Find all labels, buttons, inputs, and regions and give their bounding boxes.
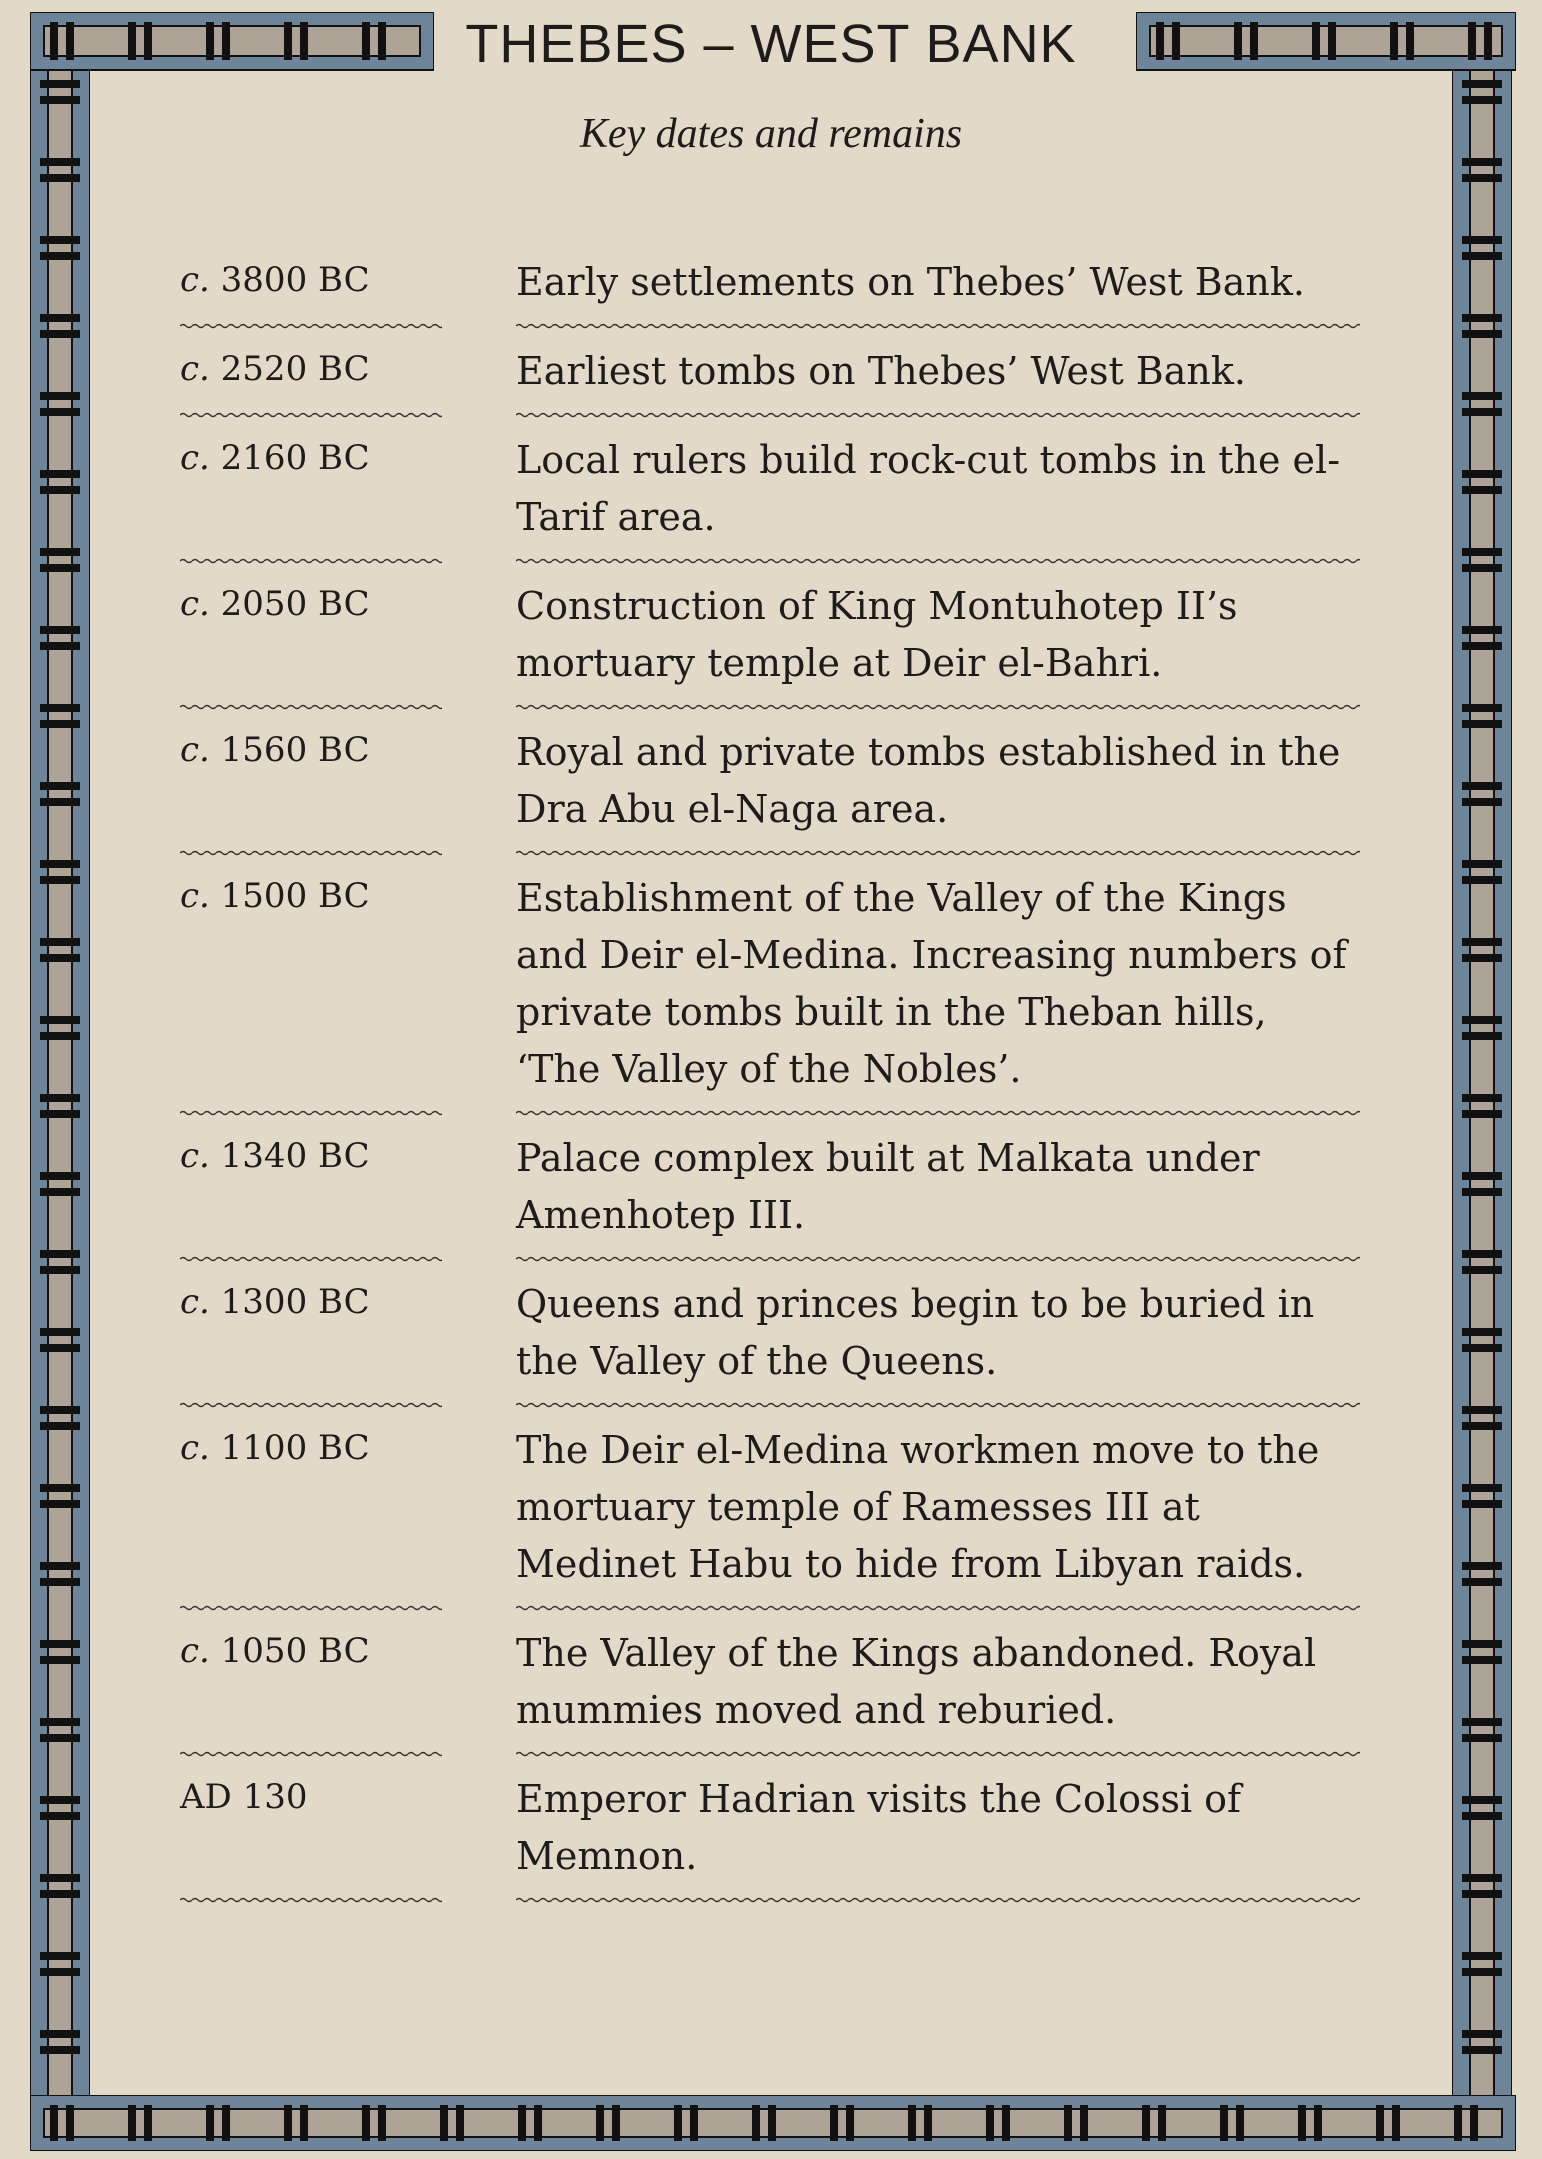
timeline-row — [180, 1611, 1360, 1757]
date-era: AD 130 — [180, 1777, 308, 1817]
border-right — [1452, 70, 1512, 2140]
timeline-event: Earliest tombs on Thebes’ West Bank. — [516, 329, 1360, 418]
timeline-event: Royal and private tombs established in the Dra Abu el-Naga area. — [516, 710, 1360, 856]
timeline-row — [180, 1116, 1360, 1262]
timeline-date — [180, 329, 442, 418]
timeline-date — [180, 1262, 442, 1408]
timeline-row — [180, 856, 1360, 1116]
date-era: BC — [318, 876, 370, 916]
border-top-left — [30, 12, 434, 82]
timeline-event: Early settlements on Thebes’ West Bank. — [516, 240, 1360, 329]
timeline-date — [180, 710, 442, 856]
timeline-row — [180, 1408, 1360, 1611]
timeline-row — [180, 564, 1360, 710]
date-era: BC — [318, 438, 370, 478]
timeline-date — [180, 856, 442, 1116]
date-era: BC — [318, 730, 370, 770]
timeline-row — [180, 1262, 1360, 1408]
date-circa: c. — [180, 1428, 210, 1468]
date-era: BC — [318, 349, 370, 389]
timeline-date — [180, 1408, 442, 1611]
timeline-row — [180, 240, 1360, 329]
timeline-row — [180, 418, 1360, 564]
date-circa: c. — [180, 260, 210, 300]
date-circa: c. — [180, 584, 210, 624]
page-title: THEBES – WEST BANK — [465, 14, 1077, 74]
date-year: 2050 — [209, 584, 319, 624]
timeline-table — [180, 240, 1360, 1903]
timeline-date — [180, 564, 442, 710]
date-year: 2520 — [209, 349, 319, 389]
date-circa: c. — [180, 876, 210, 916]
timeline-date — [180, 1116, 442, 1262]
date-year: 1500 — [209, 876, 319, 916]
timeline-row — [180, 710, 1360, 856]
timeline-event: The Deir el-Medina workmen move to the mortuary temple of Ramesses III at Medinet Habu to hide from Libyan raids. — [516, 1408, 1360, 1611]
date-circa: c. — [180, 349, 210, 389]
date-era: BC — [318, 1136, 370, 1176]
date-year: 2160 — [209, 438, 319, 478]
date-circa: c. — [180, 1282, 210, 1322]
date-year: 3800 — [209, 260, 319, 300]
timeline-event: Emperor Hadrian visits the Colossi of Memnon. — [516, 1757, 1360, 1903]
date-year: 1050 — [209, 1631, 319, 1671]
timeline-date — [180, 418, 442, 564]
date-year: 1300 — [209, 1282, 319, 1322]
date-circa: c. — [180, 438, 210, 478]
border-bottom — [30, 2095, 1516, 2151]
date-circa: c. — [180, 1136, 210, 1176]
timeline-date — [180, 1757, 442, 1903]
timeline-event: Establishment of the Valley of the Kings and Deir el-Medina. Increasing numbers of private tombs built in the Theban hills, ‘The Valley of the Nobles’. — [516, 856, 1360, 1116]
timeline-event: Local rulers build rock-cut tombs in the el-Tarif area. — [516, 418, 1360, 564]
date-era: BC — [318, 1631, 370, 1671]
timeline-row — [180, 1757, 1360, 1903]
page-subtitle: Key dates and remains — [579, 111, 963, 157]
date-year: 1100 — [209, 1428, 319, 1468]
date-circa: c. — [180, 1631, 210, 1671]
timeline-date — [180, 240, 442, 329]
date-era: BC — [318, 1428, 370, 1468]
timeline-date — [180, 1611, 442, 1757]
timeline-row — [180, 329, 1360, 418]
date-year: 1340 — [209, 1136, 319, 1176]
date-era: BC — [318, 1282, 370, 1322]
timeline-event: Construction of King Montuhotep II’s mortuary temple at Deir el-Bahri. — [516, 564, 1360, 710]
border-left — [30, 70, 90, 2140]
timeline-event: The Valley of the Kings abandoned. Royal mummies moved and reburied. — [516, 1611, 1360, 1757]
timeline-event: Queens and princes begin to be buried in the Valley of the Queens. — [516, 1262, 1360, 1408]
timeline-event: Palace complex built at Malkata under Amenhotep III. — [516, 1116, 1360, 1262]
date-year: 1560 — [209, 730, 319, 770]
date-circa: c. — [180, 730, 210, 770]
date-era: BC — [318, 584, 370, 624]
date-era: BC — [318, 260, 370, 300]
